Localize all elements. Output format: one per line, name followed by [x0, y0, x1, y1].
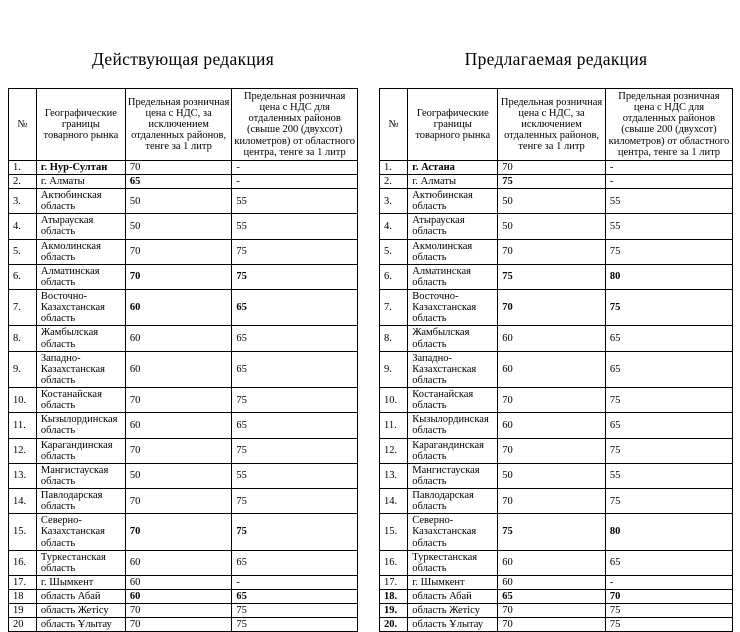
header-row: [380, 89, 733, 161]
cell-remote-price-limit: 65: [232, 590, 358, 604]
cell-row-number: 17.: [9, 575, 37, 589]
cell-row-number: 2.: [9, 174, 37, 188]
table-row: [380, 514, 733, 550]
table-row: [380, 463, 733, 488]
cell-region-name: г. Алматы: [36, 174, 125, 188]
cell-price-limit: 70: [125, 489, 231, 514]
cell-price-limit: 50: [498, 463, 606, 488]
cell-row-number: 14.: [380, 489, 408, 514]
column-header-region: Географические границы товарного рынка: [36, 89, 125, 161]
cell-region-name: Восточно-Казахстанская область: [36, 290, 125, 326]
cell-price-limit: 50: [125, 189, 231, 214]
cell-row-number: 5.: [9, 239, 37, 264]
cell-region-name: область Жетісу: [36, 604, 125, 618]
cell-remote-price-limit: 75: [605, 489, 732, 514]
cell-remote-price-limit: -: [232, 174, 358, 188]
table-row: [9, 413, 358, 438]
cell-remote-price-limit: 65: [605, 351, 732, 387]
cell-remote-price-limit: 75: [605, 618, 732, 632]
cell-remote-price-limit: -: [605, 575, 732, 589]
cell-row-number: 9.: [380, 351, 408, 387]
cell-region-name: Туркестанская область: [408, 550, 498, 575]
proposed-edition-title: Предлагаемая редакция: [464, 49, 648, 69]
cell-price-limit: 65: [125, 174, 231, 188]
table-row: [380, 550, 733, 575]
table-row: [9, 214, 358, 239]
cell-row-number: 11.: [380, 413, 408, 438]
cell-row-number: 16.: [380, 550, 408, 575]
cell-row-number: 6.: [380, 264, 408, 289]
cell-remote-price-limit: 55: [232, 463, 358, 488]
cell-region-name: Атырауская область: [408, 214, 498, 239]
table-row: [380, 239, 733, 264]
column-header-region: Географические границы товарного рынка: [408, 89, 498, 161]
cell-row-number: 1.: [9, 160, 37, 174]
cell-row-number: 6.: [9, 264, 37, 289]
table-row: [9, 326, 358, 351]
cell-remote-price-limit: 65: [605, 413, 732, 438]
table-row: [9, 463, 358, 488]
cell-row-number: 14.: [9, 489, 37, 514]
cell-region-name: Костанайская область: [408, 388, 498, 413]
cell-remote-price-limit: 80: [605, 514, 732, 550]
table-row: [9, 604, 358, 618]
table-row: [9, 239, 358, 264]
table-row: [9, 160, 358, 174]
cell-remote-price-limit: 75: [605, 239, 732, 264]
cell-price-limit: 70: [125, 388, 231, 413]
cell-region-name: Кызылординская область: [36, 413, 125, 438]
cell-price-limit: 60: [498, 575, 606, 589]
cell-region-name: область Абай: [408, 590, 498, 604]
cell-remote-price-limit: 75: [605, 604, 732, 618]
cell-region-name: Павлодарская область: [408, 489, 498, 514]
table-row: [380, 413, 733, 438]
cell-region-name: Мангистауская область: [36, 463, 125, 488]
cell-remote-price-limit: 75: [232, 604, 358, 618]
cell-price-limit: 60: [498, 550, 606, 575]
cell-price-limit: 70: [125, 264, 231, 289]
table-row: [380, 388, 733, 413]
cell-remote-price-limit: 75: [605, 290, 732, 326]
cell-price-limit: 50: [125, 214, 231, 239]
cell-region-name: Акмолинская область: [408, 239, 498, 264]
column-header-price: Предельная розничная цена с НДС, за исключением отдаленных районов, тенге за 1 литр: [125, 89, 231, 161]
column-header-number: №: [380, 89, 408, 161]
cell-price-limit: 60: [498, 351, 606, 387]
cell-region-name: Западно-Казахстанская область: [36, 351, 125, 387]
cell-row-number: 13.: [380, 463, 408, 488]
cell-remote-price-limit: 75: [232, 388, 358, 413]
cell-price-limit: 70: [125, 438, 231, 463]
table-row: [380, 290, 733, 326]
table-row: [9, 590, 358, 604]
cell-region-name: Актюбинская область: [36, 189, 125, 214]
table-row: [380, 174, 733, 188]
cell-remote-price-limit: -: [232, 575, 358, 589]
cell-row-number: 13.: [9, 463, 37, 488]
cell-remote-price-limit: 75: [232, 489, 358, 514]
cell-region-name: г. Алматы: [408, 174, 498, 188]
cell-row-number: 1.: [380, 160, 408, 174]
cell-region-name: Мангистауская область: [408, 463, 498, 488]
cell-region-name: г. Нур-Султан: [36, 160, 125, 174]
cell-remote-price-limit: -: [605, 160, 732, 174]
cell-row-number: 12.: [380, 438, 408, 463]
cell-row-number: 12.: [9, 438, 37, 463]
table-row: [9, 618, 358, 632]
cell-price-limit: 75: [498, 264, 606, 289]
cell-remote-price-limit: 55: [232, 214, 358, 239]
cell-price-limit: 70: [498, 239, 606, 264]
cell-remote-price-limit: 75: [232, 618, 358, 632]
cell-remote-price-limit: 55: [605, 463, 732, 488]
cell-row-number: 7.: [380, 290, 408, 326]
cell-region-name: Карагандинская область: [408, 438, 498, 463]
cell-price-limit: 60: [498, 326, 606, 351]
cell-price-limit: 70: [498, 438, 606, 463]
table-row: [9, 550, 358, 575]
cell-row-number: 8.: [9, 326, 37, 351]
cell-row-number: 16.: [9, 550, 37, 575]
cell-row-number: 3.: [9, 189, 37, 214]
cell-region-name: Восточно-Казахстанская область: [408, 290, 498, 326]
table-row: [380, 326, 733, 351]
cell-row-number: 4.: [380, 214, 408, 239]
proposed-edition-table: [379, 88, 733, 632]
cell-row-number: 19.: [380, 604, 408, 618]
cell-region-name: область Абай: [36, 590, 125, 604]
cell-price-limit: 75: [498, 514, 606, 550]
table-row: [380, 618, 733, 632]
cell-row-number: 5.: [380, 239, 408, 264]
cell-remote-price-limit: -: [605, 174, 732, 188]
cell-region-name: Западно-Казахстанская область: [408, 351, 498, 387]
cell-row-number: 8.: [380, 326, 408, 351]
column-header-remote-price: Предельная розничная цена с НДС для отдаленных районов (свыше 200 (двухсот) километров) от областного центра, тенге за 1 литр: [605, 89, 732, 161]
cell-row-number: 20.: [380, 618, 408, 632]
table-row: [9, 489, 358, 514]
current-edition-title: Действующая редакция: [91, 49, 275, 69]
cell-region-name: область Ұлытау: [36, 618, 125, 632]
cell-row-number: 7.: [9, 290, 37, 326]
cell-row-number: 10.: [380, 388, 408, 413]
cell-remote-price-limit: 65: [232, 351, 358, 387]
cell-remote-price-limit: 75: [605, 438, 732, 463]
header-row: [9, 89, 358, 161]
table-row: [9, 290, 358, 326]
table-row: [9, 264, 358, 289]
table-row: [9, 514, 358, 550]
cell-remote-price-limit: 75: [605, 388, 732, 413]
cell-region-name: Жамбылская область: [408, 326, 498, 351]
cell-row-number: 18.: [380, 590, 408, 604]
cell-price-limit: 65: [498, 590, 606, 604]
cell-region-name: Акмолинская область: [36, 239, 125, 264]
cell-region-name: область Жетісу: [408, 604, 498, 618]
cell-price-limit: 70: [498, 388, 606, 413]
cell-price-limit: 70: [498, 290, 606, 326]
cell-remote-price-limit: 75: [232, 514, 358, 550]
cell-remote-price-limit: 75: [232, 264, 358, 289]
cell-remote-price-limit: 65: [605, 326, 732, 351]
cell-remote-price-limit: 55: [605, 214, 732, 239]
cell-price-limit: 50: [125, 463, 231, 488]
cell-price-limit: 60: [125, 326, 231, 351]
table-row: [9, 189, 358, 214]
cell-remote-price-limit: 65: [605, 550, 732, 575]
cell-row-number: 9.: [9, 351, 37, 387]
cell-remote-price-limit: -: [232, 160, 358, 174]
cell-row-number: 3.: [380, 189, 408, 214]
table-row: [380, 575, 733, 589]
cell-region-name: Актюбинская область: [408, 189, 498, 214]
cell-row-number: 4.: [9, 214, 37, 239]
table-row: [380, 438, 733, 463]
cell-price-limit: 60: [125, 590, 231, 604]
cell-region-name: Костанайская область: [36, 388, 125, 413]
table-row: [380, 214, 733, 239]
table-row: [380, 160, 733, 174]
cell-price-limit: 70: [498, 489, 606, 514]
cell-price-limit: 70: [125, 160, 231, 174]
cell-price-limit: 70: [125, 618, 231, 632]
cell-remote-price-limit: 65: [232, 326, 358, 351]
cell-region-name: Туркестанская область: [36, 550, 125, 575]
current-edition-panel: [8, 0, 358, 632]
cell-region-name: Жамбылская область: [36, 326, 125, 351]
table-row: [380, 489, 733, 514]
current-edition-table: [8, 88, 358, 632]
cell-row-number: 2.: [380, 174, 408, 188]
cell-remote-price-limit: 75: [232, 438, 358, 463]
cell-price-limit: 70: [498, 160, 606, 174]
cell-price-limit: 75: [498, 174, 606, 188]
cell-remote-price-limit: 70: [605, 590, 732, 604]
cell-row-number: 18: [9, 590, 37, 604]
cell-price-limit: 70: [125, 604, 231, 618]
cell-row-number: 10.: [9, 388, 37, 413]
column-header-number: №: [9, 89, 37, 161]
table-row: [9, 174, 358, 188]
cell-region-name: Павлодарская область: [36, 489, 125, 514]
proposed-edition-panel: [379, 0, 733, 632]
table-row: [9, 351, 358, 387]
cell-remote-price-limit: 65: [232, 550, 358, 575]
cell-price-limit: 50: [498, 214, 606, 239]
cell-region-name: г. Астана: [408, 160, 498, 174]
cell-price-limit: 60: [125, 351, 231, 387]
cell-price-limit: 70: [498, 618, 606, 632]
cell-remote-price-limit: 65: [232, 413, 358, 438]
cell-price-limit: 60: [125, 550, 231, 575]
cell-price-limit: 60: [125, 575, 231, 589]
cell-region-name: Северно-Казахстанская область: [408, 514, 498, 550]
cell-region-name: г. Шымкент: [408, 575, 498, 589]
cell-remote-price-limit: 55: [605, 189, 732, 214]
cell-row-number: 17.: [380, 575, 408, 589]
table-row: [9, 575, 358, 589]
table-row: [380, 351, 733, 387]
cell-region-name: область Ұлытау: [408, 618, 498, 632]
cell-remote-price-limit: 65: [232, 290, 358, 326]
column-header-remote-price: Предельная розничная цена с НДС для отдаленных районов (свыше 200 (двухсот) километров) от областного центра, тенге за 1 литр: [232, 89, 358, 161]
cell-region-name: Карагандинская область: [36, 438, 125, 463]
cell-remote-price-limit: 75: [232, 239, 358, 264]
cell-price-limit: 60: [498, 413, 606, 438]
cell-price-limit: 60: [125, 413, 231, 438]
cell-price-limit: 50: [498, 189, 606, 214]
column-header-price: Предельная розничная цена с НДС, за исключением отдаленных районов, тенге за 1 литр: [498, 89, 606, 161]
cell-region-name: Атырауская область: [36, 214, 125, 239]
table-row: [380, 264, 733, 289]
cell-price-limit: 70: [125, 514, 231, 550]
table-row: [380, 189, 733, 214]
cell-region-name: Алматинская область: [36, 264, 125, 289]
cell-price-limit: 70: [498, 604, 606, 618]
cell-region-name: Кызылординская область: [408, 413, 498, 438]
cell-price-limit: 60: [125, 290, 231, 326]
table-row: [380, 590, 733, 604]
cell-region-name: г. Шымкент: [36, 575, 125, 589]
cell-region-name: Алматинская область: [408, 264, 498, 289]
cell-row-number: 15.: [9, 514, 37, 550]
cell-price-limit: 70: [125, 239, 231, 264]
cell-row-number: 15.: [380, 514, 408, 550]
cell-remote-price-limit: 55: [232, 189, 358, 214]
cell-remote-price-limit: 80: [605, 264, 732, 289]
table-row: [380, 604, 733, 618]
table-row: [9, 388, 358, 413]
cell-row-number: 19: [9, 604, 37, 618]
cell-region-name: Северно-Казахстанская область: [36, 514, 125, 550]
cell-row-number: 20: [9, 618, 37, 632]
cell-row-number: 11.: [9, 413, 37, 438]
table-row: [9, 438, 358, 463]
